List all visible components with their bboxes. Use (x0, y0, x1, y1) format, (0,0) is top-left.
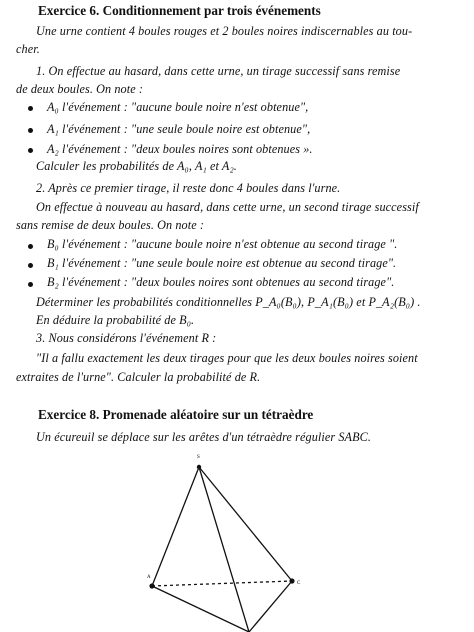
ex6-a0-item: A₀ l'événement : "aucune boule noire n'est obtenue", (47, 100, 309, 114)
ex6-intro-line1: Une urne contient 4 boules rouges et 2 boules noires indiscernables au tou- (36, 24, 413, 38)
ex6-b2-item: B₂ l'événement : "deux boules noires sont obtenues au second tirage". (47, 275, 395, 289)
edge-sa (152, 467, 199, 586)
vertex-label-a: A (147, 575, 151, 580)
vertex-c (289, 578, 294, 583)
ex6-q2: 2. Après ce premier tirage, il reste donc 4 boules dans l'urne. (36, 181, 341, 195)
ex6-b0-item: B₀ l'événement : "aucune boule noire n'est obtenue au second tirage ". (47, 237, 398, 251)
ex6-b1-item: B₁ l'événement : "une seule boule noire est obtenue au second tirage". (47, 256, 397, 270)
edge-ac-hidden (152, 581, 292, 586)
ex6-second-line2: sans remise de deux boules. On note : (16, 218, 205, 232)
ex6-a2-item: A₂ l'événement : "deux boules noires sont obtenues ». (47, 142, 313, 156)
edge-cb (249, 581, 292, 632)
vertex-a (149, 583, 154, 588)
ex6-r-line1: "Il a fallu exactement les deux tirages pour que les deux boules noires soient (36, 351, 418, 365)
edge-ab (152, 586, 249, 632)
edge-sb (199, 467, 249, 632)
ex8-text: Un écureuil se déplace sur les arêtes d'un tétraèdre régulier SABC. (36, 430, 372, 444)
ex6-second-line1: On effectue à nouveau au hasard, dans cette urne, un second tirage successif (36, 200, 419, 214)
vertex-label-s: S (197, 455, 200, 460)
ex6-r-line2: extraites de l'urne". Calculer la probabilité de R. (16, 370, 261, 384)
ex6-q1-line1: 1. On effectue au hasard, dans cette urne, un tirage successif sans remise (36, 64, 401, 78)
ex6-a1-item: A₁ l'événement : "une seule boule noire est obtenue", (47, 122, 311, 136)
vertex-s (197, 465, 201, 469)
edge-sc (199, 467, 292, 581)
ex6-deduce: En déduire la probabilité de B₀. (36, 313, 195, 327)
ex6-q1-line2: de deux boules. On note : (16, 82, 144, 96)
exercise6-title: Exercice 6. Conditionnement par trois événements (38, 3, 321, 18)
ex6-determine: Déterminer les probabilités conditionnelles P_A₀(B₀), P_A₁(B₀) et P_A₂(B₀) . (36, 295, 421, 309)
vertex-label-c: C (297, 581, 301, 586)
ex6-intro-line2: cher. (16, 42, 40, 56)
ex6-calc: Calculer les probabilités de A₀, A₁ et A₂. (36, 159, 237, 173)
exercise8-title: Exercice 8. Promenade aléatoire sur un tétraèdre (38, 407, 314, 422)
ex6-q3: 3. Nous considérons l'événement R : (36, 331, 217, 345)
